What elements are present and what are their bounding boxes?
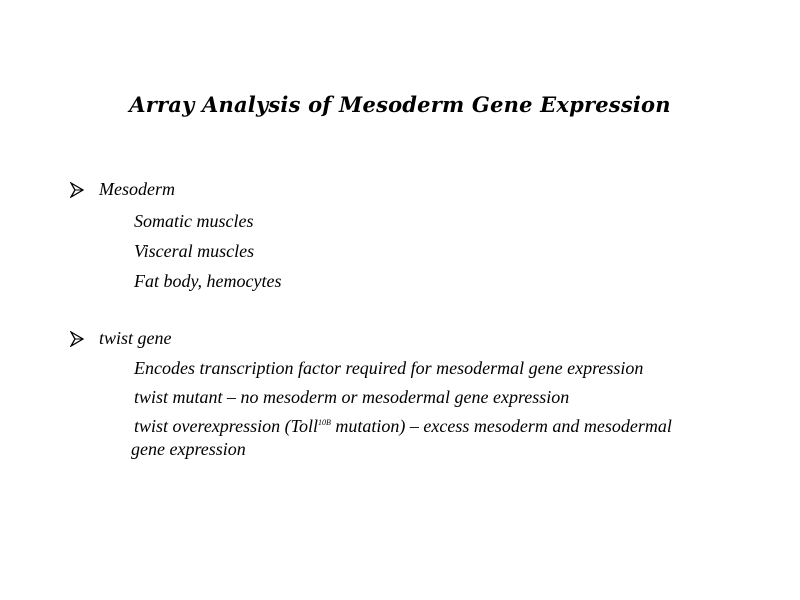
twist-sublist <box>131 357 709 461</box>
slide-title: Array Analysis of Mesoderm Gene Expression <box>129 92 671 117</box>
list-item-overexpression <box>131 415 709 461</box>
bullet-label: Mesoderm <box>99 179 175 199</box>
list-item: twist mutant – no mesoderm or mesodermal gene expression <box>134 387 570 407</box>
bullet-label: twist gene <box>99 328 172 348</box>
bullet-mesoderm <box>70 179 175 200</box>
arrow-bullet-icon <box>70 331 84 347</box>
overexpression-continuation: gene expression <box>131 439 246 459</box>
arrow-bullet-icon <box>70 182 84 198</box>
overexpression-prefix: twist overexpression (Toll <box>134 416 318 436</box>
list-item: Encodes transcription factor required for mesodermal gene expression <box>134 358 644 378</box>
mesoderm-sublist <box>134 210 281 300</box>
overexpression-suffix: mutation) – excess mesoderm and mesodermal <box>330 416 672 436</box>
list-item: Somatic muscles <box>134 211 254 231</box>
bullet-twist-gene <box>70 328 172 349</box>
list-item: Fat body, hemocytes <box>134 271 282 291</box>
list-item: Visceral muscles <box>134 241 255 261</box>
toll-superscript: 10B <box>318 418 331 427</box>
